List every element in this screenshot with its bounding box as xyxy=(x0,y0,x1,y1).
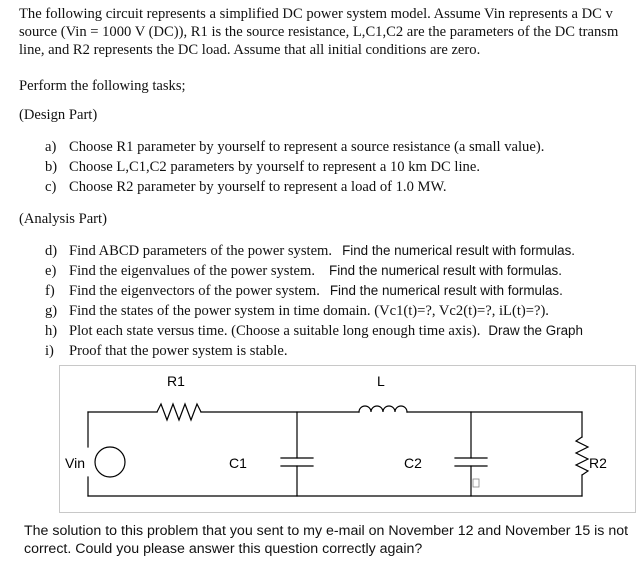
l-label: L xyxy=(377,373,385,389)
c2-label: C2 xyxy=(404,455,422,471)
task-a xyxy=(45,138,544,156)
voltage-source-icon xyxy=(95,447,125,477)
task-text: Find the eigenvectors of the power system. xyxy=(69,283,320,299)
task-text: Choose L,C1,C2 parameters by yourself to represent a 10 km DC line. xyxy=(69,159,480,175)
task-d xyxy=(45,242,575,260)
task-letter: g) xyxy=(45,303,58,319)
intro-line-3: line, and R2 represents the DC load. Assume that all initial conditions are zero. xyxy=(19,42,481,58)
task-letter: d) xyxy=(45,243,58,259)
analysis-part-heading: (Analysis Part) xyxy=(19,211,107,227)
circuit-diagram xyxy=(59,365,636,513)
task-letter: c) xyxy=(45,179,57,195)
task-g xyxy=(45,302,549,320)
task-text: Choose R2 parameter by yourself to represent a load of 1.0 MW. xyxy=(69,179,447,195)
task-text: Find ABCD parameters of the power system. xyxy=(69,243,333,259)
task-hint: Find the numerical result with formulas. xyxy=(342,243,575,258)
task-text: Plot each state versus time. (Choose a suitable long enough time axis). xyxy=(69,323,481,339)
task-hint: Draw the Graph xyxy=(488,323,583,338)
task-text: Choose R1 parameter by yourself to represent a source resistance (a small value). xyxy=(69,139,545,155)
intro-line-2: source (Vin = 1000 V (DC)), R1 is the source resistance, L,C1,C2 are the parameters of the DC transm xyxy=(19,24,619,40)
task-letter: b) xyxy=(45,159,58,175)
task-i xyxy=(45,342,287,360)
intro-paragraph xyxy=(19,5,636,59)
circuit-frame xyxy=(60,366,636,513)
perform-tasks-text: Perform the following tasks; xyxy=(19,78,186,94)
task-letter: f) xyxy=(45,283,55,299)
task-hint: Find the numerical result with formulas. xyxy=(329,263,562,278)
task-text: Find the eigenvalues of the power system. xyxy=(69,263,316,279)
task-hint: Find the numerical result with formulas. xyxy=(329,283,563,298)
footer-note: The solution to this problem that you sent to my e-mail on November 12 and November 15 is not correct. Could you please answer this question correctly again? xyxy=(24,523,629,557)
task-letter: i) xyxy=(45,343,54,359)
task-text: Proof that the power system is stable. xyxy=(69,343,288,359)
task-f xyxy=(45,282,563,300)
c1-label: C1 xyxy=(229,455,247,471)
intro-line-1: The following circuit represents a simplified DC power system model. Assume Vin represents a DC v xyxy=(19,6,613,22)
task-letter: e) xyxy=(45,263,57,279)
r1-label: R1 xyxy=(167,373,185,389)
task-c xyxy=(45,178,447,196)
design-part-heading: (Design Part) xyxy=(19,107,98,123)
task-h xyxy=(45,322,583,340)
task-letter: h) xyxy=(45,323,58,339)
task-letter: a) xyxy=(45,139,57,155)
vin-label: Vin xyxy=(65,455,85,471)
task-e xyxy=(45,262,562,280)
task-text: Find the states of the power system in time domain. (Vc1(t)=?, Vc2(t)=?, iL(t)=?). xyxy=(69,303,549,319)
r2-label: R2 xyxy=(589,455,607,471)
task-b xyxy=(45,158,480,176)
